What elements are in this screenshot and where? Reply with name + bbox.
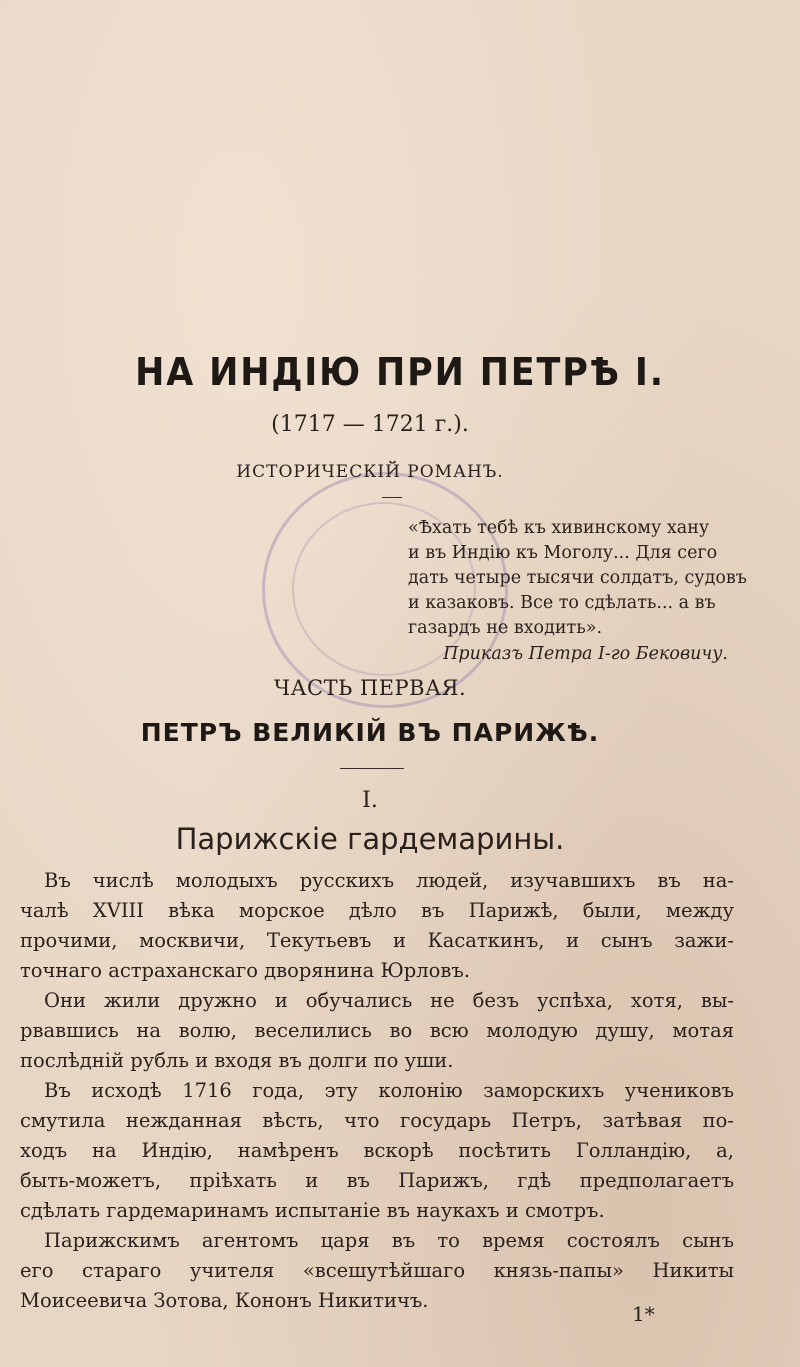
body-line: Парижскимъ агентомъ царя въ то время состоялъ сынъ (44, 1229, 734, 1252)
body-line: сдѣлать гардемаринамъ испытаніе въ наукахъ и смотръ. (20, 1199, 605, 1222)
divider-short (382, 497, 402, 498)
body-line: чалѣ XVIII вѣка морское дѣло въ Парижѣ, были, между (20, 899, 734, 922)
body-line: точнаго астраханскаго дворянина Юрловъ. (20, 959, 470, 982)
divider-long (340, 768, 404, 769)
epigraph-line: газардъ не входить». (408, 618, 603, 638)
book-years: (1717 — 1721 г.). (271, 412, 469, 437)
page-folio: 1* (632, 1302, 655, 1326)
book-genre: ИСТОРИЧЕСКІЙ РОМАНЪ. (236, 462, 504, 482)
book-title: НА ИНДІЮ ПРИ ПЕТРѢ І. (135, 350, 665, 394)
body-line: Въ числѣ молодыхъ русскихъ людей, изучавшихъ въ на- (44, 869, 734, 892)
epigraph (408, 516, 747, 667)
body-text (20, 866, 734, 1316)
body-line: смутила нежданная вѣсть, что государь Петръ, затѣвая по- (20, 1109, 734, 1132)
epigraph-line: «Ѣхать тебѣ къ хивинскому хану (408, 518, 710, 538)
epigraph-line: дать четыре тысячи солдатъ, судовъ (408, 568, 747, 588)
body-line: прочими, москвичи, Текутьевъ и Касаткинъ, и сынъ зажи- (20, 929, 734, 952)
epigraph-source: Приказъ Петра І-го Бековичу. (443, 644, 728, 664)
body-line: послѣдній рубль и входя въ долги по уши. (20, 1049, 454, 1072)
body-line: ходъ на Индію, намѣренъ вскорѣ посѣтить Голландію, а, (20, 1139, 734, 1162)
epigraph-line: и въ Индію къ Моголу... Для сего (408, 543, 718, 563)
body-line: рвавшись на волю, веселились во всю молодую душу, мотая (20, 1019, 734, 1042)
part-heading: ЧАСТЬ ПЕРВАЯ. (273, 676, 467, 700)
part-title: ПЕТРЪ ВЕЛИКІЙ ВЪ ПАРИЖѢ. (140, 718, 600, 747)
body-line: Они жили дружно и обучались не безъ успѣха, хотя, вы- (44, 989, 734, 1012)
body-line: его стараго учителя «всешутѣйшаго князь-папы» Никиты (20, 1259, 734, 1282)
body-line: быть-можетъ, пріѣхать и въ Парижъ, гдѣ предполагаетъ (20, 1169, 734, 1192)
body-line: Моисеевича Зотова, Кононъ Никитичъ. (20, 1289, 429, 1312)
chapter-number: І. (362, 788, 378, 813)
epigraph-line: и казаковъ. Все то сдѣлать... а въ (408, 593, 716, 613)
body-line: Въ исходѣ 1716 года, эту колонію заморскихъ учениковъ (44, 1079, 734, 1102)
chapter-title: Парижскіе гардемарины. (175, 822, 565, 856)
